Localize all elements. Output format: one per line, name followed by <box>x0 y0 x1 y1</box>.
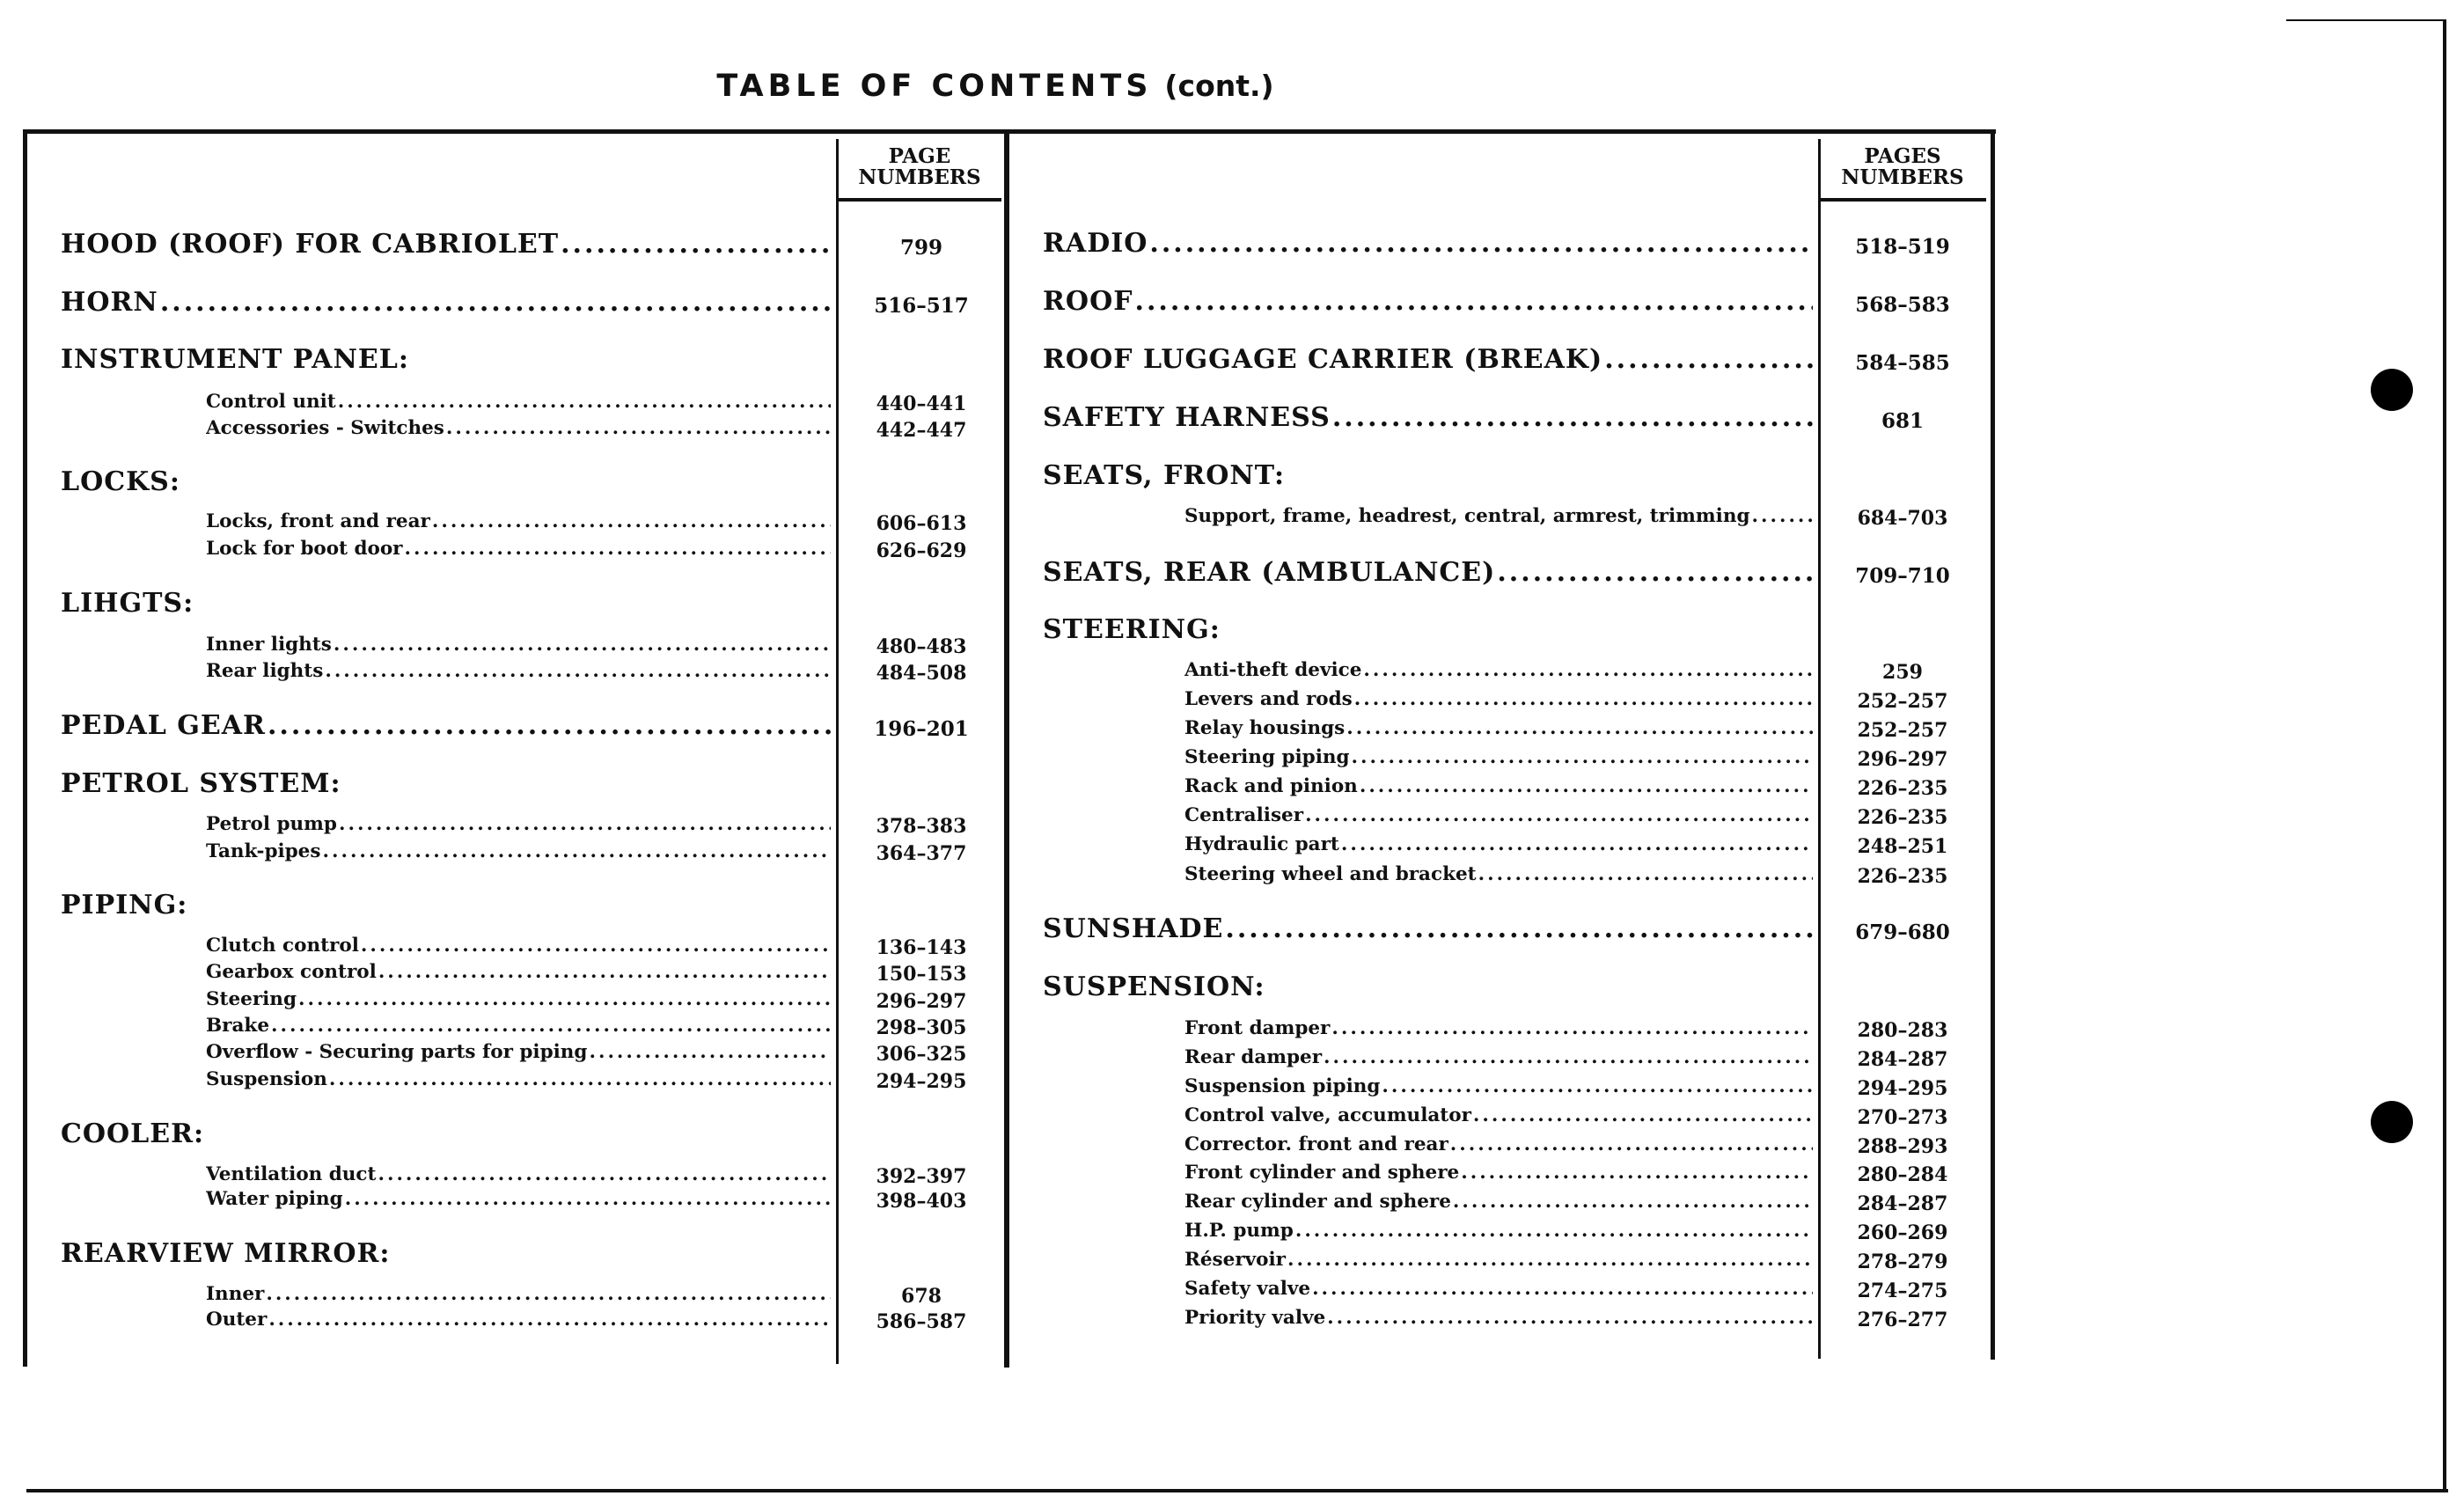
toc-subentry-brake <box>206 1015 831 1037</box>
entry-label: Outer <box>206 1309 268 1331</box>
page-number: 278–279 <box>1857 1250 1948 1273</box>
dot-leader <box>1497 557 1813 588</box>
toc-subentry-gearbox-control <box>206 961 831 983</box>
dot-leader <box>1149 228 1813 259</box>
entry-label: Steering <box>206 988 297 1010</box>
entry-label: Locks, front and rear <box>206 510 430 532</box>
toc-subentry-accessories-switches <box>206 417 831 439</box>
section-heading-instrument-panel: INSTRUMENT PANEL: <box>61 344 409 375</box>
page-number: 136–143 <box>876 936 967 959</box>
entry-label: Corrector. front and rear <box>1184 1133 1448 1155</box>
page-number: 306–325 <box>876 1043 967 1066</box>
page-number: 294–295 <box>876 1070 967 1093</box>
dot-leader <box>1327 1307 1813 1329</box>
dot-leader <box>345 1188 831 1210</box>
page-number: 288–293 <box>1857 1135 1948 1158</box>
dot-leader <box>378 961 831 983</box>
toc-entry-seats-rear-ambulance <box>1043 557 1813 588</box>
entry-label: Inner lights <box>206 634 332 656</box>
table-right-border <box>1991 129 1995 1360</box>
page-number: 196–201 <box>874 717 969 741</box>
toc-subentry-priority-valve <box>1184 1307 1813 1329</box>
toc-subentry-relay-housings <box>1184 717 1813 739</box>
toc-subentry-anti-theft-device <box>1184 659 1813 681</box>
header-line: PAGE <box>888 144 951 168</box>
toc-subentry-steering <box>206 988 831 1010</box>
toc-subentry-inner <box>206 1283 831 1305</box>
dot-leader <box>298 988 831 1010</box>
toc-subentry-safety-valve <box>1184 1278 1813 1300</box>
dot-leader <box>1382 1075 1813 1097</box>
dot-leader <box>1225 913 1813 944</box>
dot-leader <box>446 417 831 439</box>
binder-hole-top <box>2371 369 2413 411</box>
entry-label: Clutch control <box>206 935 359 957</box>
page-number: 568–583 <box>1855 293 1950 317</box>
dot-leader <box>338 391 831 413</box>
table-left-border <box>23 129 27 1367</box>
page-top-edge <box>2286 19 2446 21</box>
entry-label: SAFETY HARNESS <box>1043 402 1331 433</box>
dot-leader <box>266 1283 831 1305</box>
entry-label: Safety valve <box>1184 1278 1311 1300</box>
page-number: 440–441 <box>876 392 967 415</box>
toc-entry-radio <box>1043 228 1813 259</box>
dot-leader <box>1305 804 1813 826</box>
entry-label: Overflow - Securing parts for piping <box>206 1041 588 1063</box>
header-line: NUMBERS <box>858 165 981 189</box>
page-number: 626–629 <box>876 539 967 562</box>
dot-leader <box>1332 402 1813 433</box>
toc-subentry-suspension-piping <box>1184 1075 1813 1097</box>
entry-label: Suspension <box>206 1068 327 1090</box>
page-number: 679–680 <box>1855 920 1950 944</box>
entry-label: Gearbox control <box>206 961 377 983</box>
entry-label: Rear lights <box>206 660 324 682</box>
dot-leader <box>1331 1017 1813 1039</box>
entry-label: Steering piping <box>1184 746 1350 768</box>
page-number: 296–297 <box>1857 748 1948 771</box>
toc-entry-sunshade <box>1043 913 1813 944</box>
toc-entry-roof-luggage-carrier-break <box>1043 344 1813 375</box>
dot-leader <box>325 660 831 682</box>
dot-leader <box>1295 1220 1813 1242</box>
entry-label: Support, frame, headrest, central, armrest, trimming <box>1184 505 1750 527</box>
dot-leader <box>334 634 831 656</box>
toc-subentry-overflow-securing-parts-for-piping <box>206 1041 831 1063</box>
toc-subentry-front-cylinder-and-sphere <box>1184 1162 1813 1184</box>
page-number: 226–235 <box>1857 865 1948 888</box>
page-number: 280–283 <box>1857 1019 1948 1042</box>
page-number: 681 <box>1881 409 1924 433</box>
dot-leader <box>1752 505 1814 527</box>
dot-leader <box>329 1068 831 1090</box>
page-number: 364–377 <box>876 842 967 865</box>
toc-subentry-front-damper <box>1184 1017 1813 1039</box>
page-number: 226–235 <box>1857 806 1948 829</box>
dot-leader <box>322 840 831 862</box>
page-number: 270–273 <box>1857 1106 1948 1129</box>
page-number: 586–587 <box>876 1310 967 1333</box>
dot-leader <box>1453 1191 1813 1213</box>
section-heading-suspension: SUSPENSION: <box>1043 972 1265 1002</box>
page-number: 709–710 <box>1855 564 1950 588</box>
entry-label: Steering wheel and bracket <box>1184 863 1477 885</box>
toc-entry-safety-harness <box>1043 402 1813 433</box>
entry-label: Levers and rods <box>1184 688 1353 710</box>
toc-subentry-control-unit <box>206 391 831 413</box>
toc-subentry-r-servoir <box>1184 1249 1813 1271</box>
page-number: 252–257 <box>1857 719 1948 742</box>
toc-subentry-h-p-pump <box>1184 1220 1813 1242</box>
section-heading-steering: STEERING: <box>1043 614 1221 645</box>
toc-entry-horn <box>61 287 831 318</box>
toc-subentry-steering-wheel-and-bracket <box>1184 863 1813 885</box>
toc-subentry-levers-and-rods <box>1184 688 1813 710</box>
page-number: 226–235 <box>1857 777 1948 800</box>
toc-subentry-outer <box>206 1309 831 1331</box>
toc-subentry-support-frame-headrest-central-armrest-trimming <box>1184 505 1813 527</box>
toc-subentry-centraliser <box>1184 804 1813 826</box>
entry-label: HOOD (ROOF) FOR CABRIOLET <box>61 229 560 260</box>
toc-subentry-clutch-control <box>206 935 831 957</box>
header-line: NUMBERS <box>1841 165 1964 189</box>
toc-subentry-inner-lights <box>206 634 831 656</box>
page-number: 799 <box>899 236 942 260</box>
dot-leader <box>1360 775 1813 797</box>
entry-label: Water piping <box>206 1188 343 1210</box>
entry-label: Front cylinder and sphere <box>1184 1162 1460 1184</box>
toc-entry-roof <box>1043 286 1813 317</box>
binder-hole-bottom <box>2371 1101 2413 1143</box>
page-number: 606–613 <box>876 512 967 535</box>
dot-leader <box>160 287 831 318</box>
header-line: PAGES <box>1864 144 1941 168</box>
page-title <box>0 69 1991 104</box>
toc-subentry-rear-cylinder-and-sphere <box>1184 1191 1813 1213</box>
dot-leader <box>268 1309 831 1331</box>
page-number: 378–383 <box>876 815 967 838</box>
entry-label: Brake <box>206 1015 270 1037</box>
dot-leader <box>1341 833 1813 855</box>
toc-subentry-control-valve-accumulator <box>1184 1104 1813 1126</box>
entry-label: Suspension piping <box>1184 1075 1381 1097</box>
section-heading-petrol-system: PETROL SYSTEM: <box>61 768 341 799</box>
dot-leader <box>1346 717 1813 739</box>
dot-leader <box>1287 1249 1813 1271</box>
page-right-edge <box>2443 19 2446 1492</box>
toc-subentry-petrol-pump <box>206 813 831 835</box>
section-heading-piping: PIPING: <box>61 890 188 920</box>
title-main: TABLE OF CONTENTS <box>716 69 1153 104</box>
toc-subentry-lock-for-boot-door <box>206 538 831 560</box>
entry-label: SUNSHADE <box>1043 913 1224 944</box>
page-number: 398–403 <box>876 1190 967 1213</box>
dot-leader <box>271 1015 831 1037</box>
page-number: 260–269 <box>1857 1221 1948 1244</box>
page-number: 684–703 <box>1857 507 1948 530</box>
toc-subentry-rear-lights <box>206 660 831 682</box>
entry-label: Inner <box>206 1283 265 1305</box>
dot-leader <box>361 935 831 957</box>
entry-label: HORN <box>61 287 158 318</box>
dot-leader <box>405 538 831 560</box>
page-number: 284–287 <box>1857 1192 1948 1215</box>
page-number: 248–251 <box>1857 835 1948 858</box>
page-number: 518–519 <box>1855 235 1950 259</box>
page-number: 274–275 <box>1857 1280 1948 1302</box>
entry-label: Hydraulic part <box>1184 833 1339 855</box>
page-number: 298–305 <box>876 1016 967 1039</box>
page-number: 484–508 <box>876 662 967 685</box>
page-number: 584–585 <box>1855 351 1950 375</box>
dot-leader <box>378 1163 831 1185</box>
entry-label: Rear cylinder and sphere <box>1184 1191 1451 1213</box>
dot-leader <box>1312 1278 1813 1300</box>
entry-label: Petrol pump <box>206 813 337 835</box>
dot-leader <box>1478 863 1813 885</box>
entry-label: H.P. pump <box>1184 1220 1294 1242</box>
dot-leader <box>268 710 831 741</box>
section-heading-cooler: COOLER: <box>61 1118 205 1149</box>
table-top-border <box>25 129 1996 134</box>
left-header-underline <box>838 198 1001 202</box>
page-number: 294–295 <box>1857 1077 1948 1100</box>
center-divider <box>1004 134 1009 1368</box>
entry-label: Réservoir <box>1184 1249 1286 1271</box>
toc-entry-hood-roof-for-cabriolet <box>61 229 831 260</box>
left-page-column-rule <box>836 139 839 1364</box>
right-page-numbers-header <box>1819 146 1986 188</box>
page-number: 516–517 <box>874 294 969 318</box>
entry-label: Anti-theft device <box>1184 659 1362 681</box>
toc-subentry-ventilation-duct <box>206 1163 831 1185</box>
dot-leader <box>561 229 831 260</box>
page-number: 296–297 <box>876 990 967 1013</box>
toc-subentry-rack-and-pinion <box>1184 775 1813 797</box>
dot-leader <box>1450 1133 1813 1155</box>
page-number: 276–277 <box>1857 1309 1948 1331</box>
toc-subentry-hydraulic-part <box>1184 833 1813 855</box>
toc-subentry-steering-piping <box>1184 746 1813 768</box>
dot-leader <box>1363 659 1813 681</box>
page-number: 150–153 <box>876 963 967 986</box>
entry-label: Lock for boot door <box>206 538 403 560</box>
toc-entry-pedal-gear <box>61 710 831 741</box>
entry-label: PEDAL GEAR <box>61 710 266 741</box>
section-heading-lihgts: LIHGTS: <box>61 588 194 619</box>
dot-leader <box>1324 1046 1813 1068</box>
entry-label: ROOF <box>1043 286 1133 317</box>
dot-leader <box>1473 1104 1813 1126</box>
page-bottom-rule <box>26 1489 2448 1492</box>
left-page-numbers-header <box>838 146 1001 188</box>
entry-label: Accessories - Switches <box>206 417 444 439</box>
section-heading-rearview-mirror: REARVIEW MIRROR: <box>61 1238 391 1269</box>
page-number: 284–287 <box>1857 1048 1948 1071</box>
entry-label: Centraliser <box>1184 804 1304 826</box>
entry-label: Control unit <box>206 391 336 413</box>
dot-leader <box>432 510 831 532</box>
toc-subentry-rear-damper <box>1184 1046 1813 1068</box>
dot-leader <box>1354 688 1813 710</box>
entry-label: Front damper <box>1184 1017 1331 1039</box>
dot-leader <box>339 813 831 835</box>
section-heading-seats-front: SEATS, FRONT: <box>1043 460 1286 491</box>
entry-label: Rear damper <box>1184 1046 1323 1068</box>
dot-leader <box>589 1041 831 1063</box>
toc-subentry-tank-pipes <box>206 840 831 862</box>
page-number: 480–483 <box>876 635 967 658</box>
toc-subentry-water-piping <box>206 1188 831 1210</box>
right-page-column-rule <box>1818 139 1821 1359</box>
toc-subentry-corrector-front-and-rear <box>1184 1133 1813 1155</box>
entry-label: Priority valve <box>1184 1307 1326 1329</box>
dot-leader <box>1352 746 1813 768</box>
page-number: 259 <box>1882 661 1923 684</box>
page-number: 678 <box>901 1285 942 1308</box>
entry-label: Ventilation duct <box>206 1163 377 1185</box>
entry-label: Tank-pipes <box>206 840 321 862</box>
entry-label: Rack and pinion <box>1184 775 1358 797</box>
dot-leader <box>1461 1162 1813 1184</box>
toc-subentry-suspension <box>206 1068 831 1090</box>
title-suffix: (cont.) <box>1164 69 1274 103</box>
page-number: 252–257 <box>1857 690 1948 713</box>
right-header-underline <box>1819 198 1986 202</box>
entry-label: Relay housings <box>1184 717 1346 739</box>
page-number: 442–447 <box>876 419 967 442</box>
entry-label: SEATS, REAR (AMBULANCE) <box>1043 557 1496 588</box>
toc-subentry-locks-front-and-rear <box>206 510 831 532</box>
entry-label: Control valve, accumulator <box>1184 1104 1471 1126</box>
dot-leader <box>1604 344 1813 375</box>
entry-label: RADIO <box>1043 228 1148 259</box>
page-number: 280–284 <box>1857 1163 1948 1186</box>
dot-leader <box>1135 286 1814 317</box>
entry-label: ROOF LUGGAGE CARRIER (BREAK) <box>1043 344 1603 375</box>
page-number: 392–397 <box>876 1165 967 1188</box>
section-heading-locks: LOCKS: <box>61 466 180 497</box>
